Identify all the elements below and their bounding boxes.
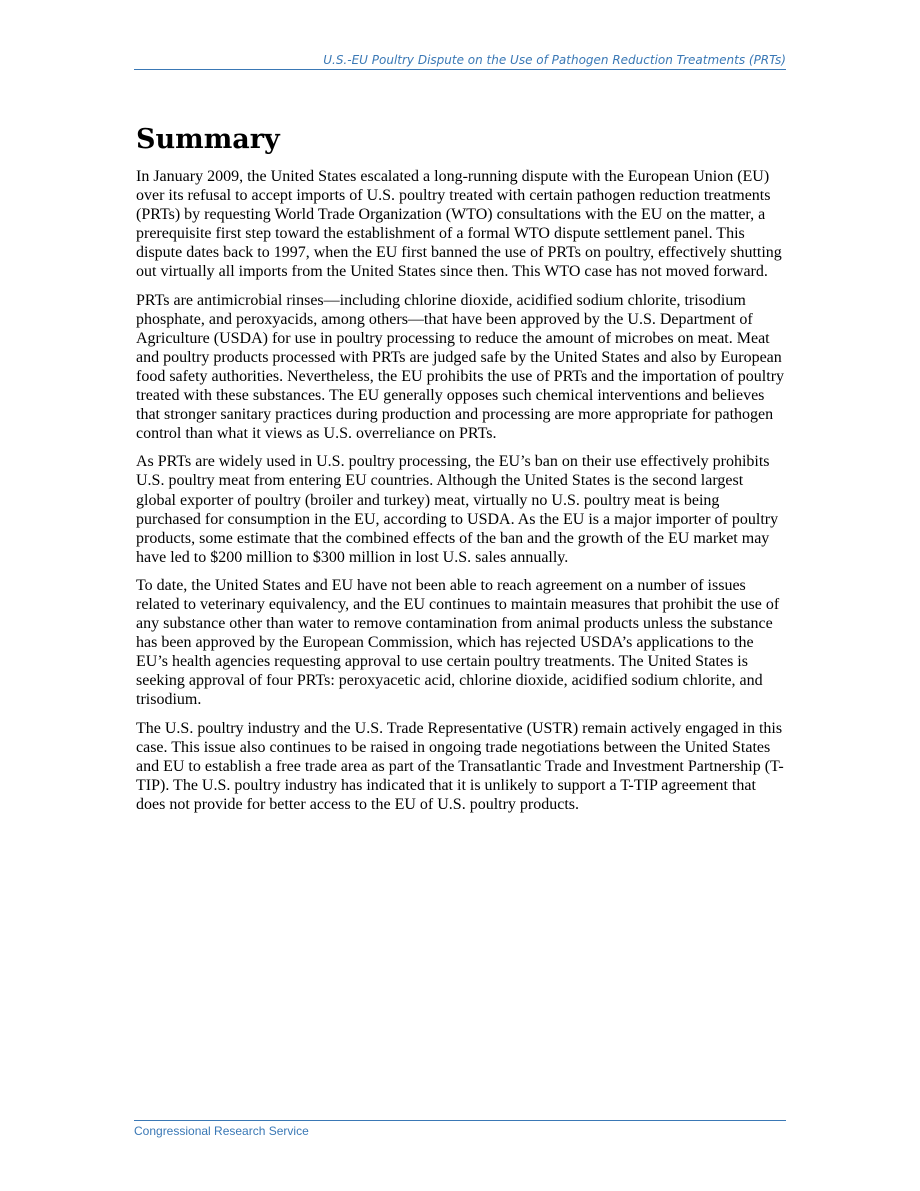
footer-publisher: Congressional Research Service [134, 1124, 309, 1138]
section-title: Summary [136, 124, 280, 155]
summary-paragraph-4: To date, the United States and EU have not been able to reach agreement on a number of issues related to veterinary equivalency, and the EU continues to maintain measures that prohibit the use of any substance other than water to remove contamination from animal products unless the substance has been approved by the European Commission, which has rejected USDA’s applications to the EU’s health agencies requesting approval to use certain poultry treatments. The United States is seeking approval of four PRTs: peroxyacetic acid, chlorine dioxide, acidified sodium chlorite, and trisodium. [136, 576, 780, 709]
summary-paragraph-2: PRTs are antimicrobial rinses—including chlorine dioxide, acidified sodium chlorite, trisodium phosphate, and peroxyacids, among others—that have been approved by the U.S. Department of Agriculture (USDA) for use in poultry processing to reduce the amount of microbes on meat. Meat and poultry products processed with PRTs are judged safe by the United States and also by European food safety authorities. Nevertheless, the EU prohibits the use of PRTs and the importation of poultry treated with these substances. The EU generally opposes such chemical interventions and believes that stronger sanitary practices during production and processing are more appropriate for pathogen control than what it views as U.S. overreliance on PRTs. [136, 291, 785, 443]
page-footer [134, 1120, 786, 1138]
running-header: U.S.-EU Poultry Dispute on the Use of Pathogen Reduction Treatments (PRTs) [134, 53, 786, 70]
summary-paragraph-1: In January 2009, the United States escalated a long-running dispute with the European Union (EU) over its refusal to accept imports of U.S. poultry treated with certain pathogen reduction treatments (PRTs) by requesting World Trade Organization (WTO) consultations with the EU on the matter, a prerequisite first step toward the establishment of a formal WTO dispute settlement panel. This dispute dates back to 1997, when the EU first banned the use of PRTs on poultry, effectively shutting out virtually all imports from the United States since then. This WTO case has not moved forward. [136, 168, 782, 281]
summary-paragraph-5: The U.S. poultry industry and the U.S. Trade Representative (USTR) remain actively engaged in this case. This issue also continues to be raised in ongoing trade negotiations between the United States and EU to establish a free trade area as part of the Transatlantic Trade and Investment Partnership (T-TIP). The U.S. poultry industry has indicated that it is unlikely to support a T-TIP agreement that does not provide for better access to the EU of U.S. poultry products. [136, 719, 784, 813]
summary-paragraph-3: As PRTs are widely used in U.S. poultry processing, the EU’s ban on their use effectively prohibits U.S. poultry meat from entering EU countries. Although the United States is the second largest global exporter of poultry (broiler and turkey) meat, virtually no U.S. poultry meat is being purchased for consumption in the EU, according to USDA. As the EU is a major importer of poultry products, some estimate that the combined effects of the ban and the growth of the EU market may have led to $200 million to $300 million in lost U.S. sales annually. [136, 453, 779, 566]
document-body [136, 122, 786, 823]
